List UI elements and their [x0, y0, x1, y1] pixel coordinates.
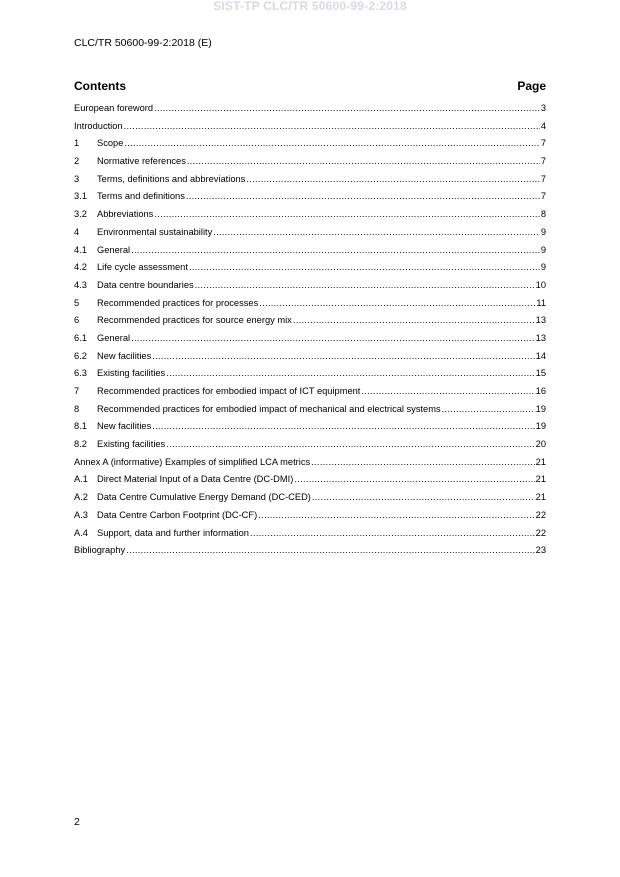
- toc-entry-number: 3.2: [74, 209, 87, 220]
- toc-entry-number: 8: [74, 403, 80, 414]
- toc-entry[interactable]: [74, 528, 546, 546]
- toc-entry[interactable]: [74, 227, 546, 245]
- toc-entry-page: 21: [535, 492, 546, 503]
- contents-title: Contents: [74, 79, 126, 93]
- toc-entry[interactable]: [74, 103, 546, 121]
- toc-entry[interactable]: [74, 298, 546, 316]
- toc-entry-title: Existing facilities: [97, 368, 166, 379]
- toc-entry[interactable]: [74, 492, 546, 510]
- toc-entry-number: 6: [74, 315, 80, 326]
- toc-entry-page: 20: [535, 439, 546, 450]
- toc-entry-number: 4: [74, 226, 80, 237]
- toc-entry-title: Recommended practices for source energy mix: [97, 315, 292, 326]
- dot-leader: [131, 333, 535, 344]
- toc-entry-page: 23: [535, 545, 546, 556]
- dot-leader: [213, 227, 540, 238]
- toc-entry-page: 9: [540, 262, 546, 273]
- toc-entry-page: 22: [535, 527, 546, 538]
- toc-entry-number: 4.1: [74, 244, 87, 255]
- toc-entry-number: 2: [74, 156, 80, 167]
- toc-entry[interactable]: [74, 439, 546, 457]
- dot-leader: [258, 510, 534, 521]
- document-identifier: CLC/TR 50600-99-2:2018 (E): [74, 37, 212, 49]
- toc-entry-title: Annex A (informative) Examples of simplified LCA metrics: [74, 456, 311, 467]
- contents-heading-row: [74, 79, 546, 93]
- toc-entry[interactable]: [74, 404, 546, 422]
- dot-leader: [166, 439, 534, 450]
- toc-entry-page: 19: [535, 403, 546, 414]
- toc-entry[interactable]: [74, 209, 546, 227]
- toc-entry-title: Life cycle assessment: [97, 262, 188, 273]
- dot-leader: [250, 528, 535, 539]
- toc-entry-title: Scope: [97, 138, 124, 149]
- toc-entry-page: 11: [536, 297, 546, 308]
- dot-leader: [126, 545, 534, 556]
- toc-entry[interactable]: [74, 315, 546, 333]
- table-of-contents: [74, 103, 546, 563]
- toc-entry[interactable]: [74, 510, 546, 528]
- toc-entry-page: 14: [535, 350, 546, 361]
- toc-entry-number: A.4: [74, 527, 88, 538]
- toc-entry-page: 16: [535, 386, 546, 396]
- toc-entry-number: 7: [74, 386, 80, 396]
- toc-entry-page: 9: [540, 244, 546, 255]
- dot-leader: [124, 138, 539, 149]
- dot-leader: [311, 457, 535, 468]
- toc-entry[interactable]: [74, 351, 546, 369]
- toc-entry-title: General: [97, 244, 131, 255]
- toc-entry-number: A.3: [74, 509, 88, 520]
- toc-entry-title: Terms and definitions: [97, 191, 185, 202]
- dot-leader: [187, 156, 540, 167]
- toc-entry-page: 3: [540, 103, 546, 113]
- dot-leader: [361, 386, 534, 397]
- toc-entry[interactable]: [74, 156, 546, 174]
- toc-entry-page: 7: [540, 173, 546, 184]
- toc-entry-number: 3.1: [74, 191, 87, 202]
- toc-entry-page: 9: [540, 226, 546, 237]
- toc-entry-page: 8: [540, 209, 546, 220]
- toc-entry-title: Recommended practices for embodied impact of ICT equipment: [97, 386, 361, 396]
- toc-entry[interactable]: [74, 138, 546, 156]
- toc-entry-title: Normative references: [97, 156, 186, 167]
- dot-leader: [154, 209, 539, 220]
- toc-entry-number: 3: [74, 173, 80, 184]
- toc-entry-title: New facilities: [97, 350, 152, 361]
- dot-leader: [293, 315, 535, 326]
- toc-entry-number: 5: [74, 297, 80, 308]
- toc-entry[interactable]: [74, 386, 546, 404]
- toc-entry-title: Data centre boundaries: [97, 279, 194, 290]
- dot-leader: [189, 262, 540, 273]
- toc-entry-title: Abbreviations: [97, 209, 154, 220]
- toc-entry[interactable]: [74, 191, 546, 209]
- toc-entry[interactable]: [74, 245, 546, 263]
- toc-entry-number: 1: [74, 138, 80, 149]
- dot-leader: [166, 368, 534, 379]
- toc-entry-page: 10: [535, 279, 546, 290]
- toc-entry-title: Terms, definitions and abbreviations: [97, 173, 246, 184]
- toc-entry-title: Data Centre Cumulative Energy Demand (DC-CED): [97, 492, 311, 503]
- toc-entry-title: Support, data and further information: [97, 527, 249, 538]
- dot-leader: [152, 351, 534, 362]
- toc-entry-title: General: [97, 332, 131, 343]
- toc-entry-title: Introduction: [74, 120, 123, 131]
- toc-entry[interactable]: [74, 545, 546, 563]
- toc-entry[interactable]: [74, 262, 546, 280]
- toc-entry-page: 19: [535, 421, 546, 432]
- dot-leader: [442, 404, 535, 415]
- dot-leader: [294, 474, 534, 485]
- page-number: 2: [74, 816, 80, 828]
- toc-entry-title: Data Centre Carbon Footprint (DC-CF): [97, 509, 258, 520]
- toc-entry-title: New facilities: [97, 421, 152, 432]
- toc-entry-title: European foreword: [74, 103, 154, 113]
- toc-entry-page: 7: [540, 156, 546, 167]
- toc-entry-number: A.2: [74, 492, 88, 503]
- toc-entry[interactable]: [74, 280, 546, 298]
- dot-leader: [246, 174, 540, 185]
- toc-entry-title: Environmental sustainability: [97, 226, 213, 237]
- toc-entry-number: A.1: [74, 474, 88, 485]
- toc-entry-title: Recommended practices for embodied impact of mechanical and electrical systems: [97, 403, 441, 414]
- toc-entry-page: 15: [535, 368, 546, 379]
- toc-entry-page: 13: [535, 315, 546, 326]
- dot-leader: [124, 121, 540, 132]
- toc-entry-page: 7: [540, 191, 546, 202]
- toc-entry-page: 4: [540, 120, 546, 131]
- toc-entry[interactable]: [74, 333, 546, 351]
- toc-entry-title: Recommended practices for processes: [97, 297, 259, 308]
- toc-entry-number: 4.2: [74, 262, 87, 273]
- toc-entry-title: Bibliography: [74, 545, 126, 556]
- toc-entry-page: 22: [535, 509, 546, 520]
- toc-entry[interactable]: [74, 421, 546, 439]
- toc-entry[interactable]: [74, 457, 546, 475]
- toc-entry-number: 8.2: [74, 439, 87, 450]
- dot-leader: [312, 492, 535, 503]
- toc-entry-page: 21: [535, 474, 546, 485]
- dot-leader: [186, 191, 540, 202]
- toc-entry[interactable]: [74, 121, 546, 139]
- dot-leader: [154, 103, 540, 114]
- page-column-heading: Page: [517, 79, 546, 93]
- toc-entry[interactable]: [74, 174, 546, 192]
- toc-entry-number: 6.3: [74, 368, 87, 379]
- toc-entry-page: 7: [540, 138, 546, 149]
- dot-leader: [195, 280, 535, 291]
- watermark-text: SIST-TP CLC/TR 50600-99-2:2018: [213, 0, 407, 13]
- toc-entry-number: 6.2: [74, 350, 87, 361]
- toc-entry-title: Direct Material Input of a Data Centre (DC-DMI): [97, 474, 294, 485]
- dot-leader: [259, 298, 535, 309]
- toc-entry-page: 21: [535, 456, 546, 467]
- dot-leader: [131, 245, 540, 256]
- dot-leader: [152, 421, 534, 432]
- toc-entry-title: Existing facilities: [97, 439, 166, 450]
- toc-entry-number: 4.3: [74, 279, 87, 290]
- toc-entry-page: 13: [535, 332, 546, 343]
- toc-entry-number: 8.1: [74, 421, 87, 432]
- toc-entry[interactable]: [74, 368, 546, 386]
- toc-entry-number: 6.1: [74, 332, 87, 343]
- toc-entry[interactable]: [74, 474, 546, 492]
